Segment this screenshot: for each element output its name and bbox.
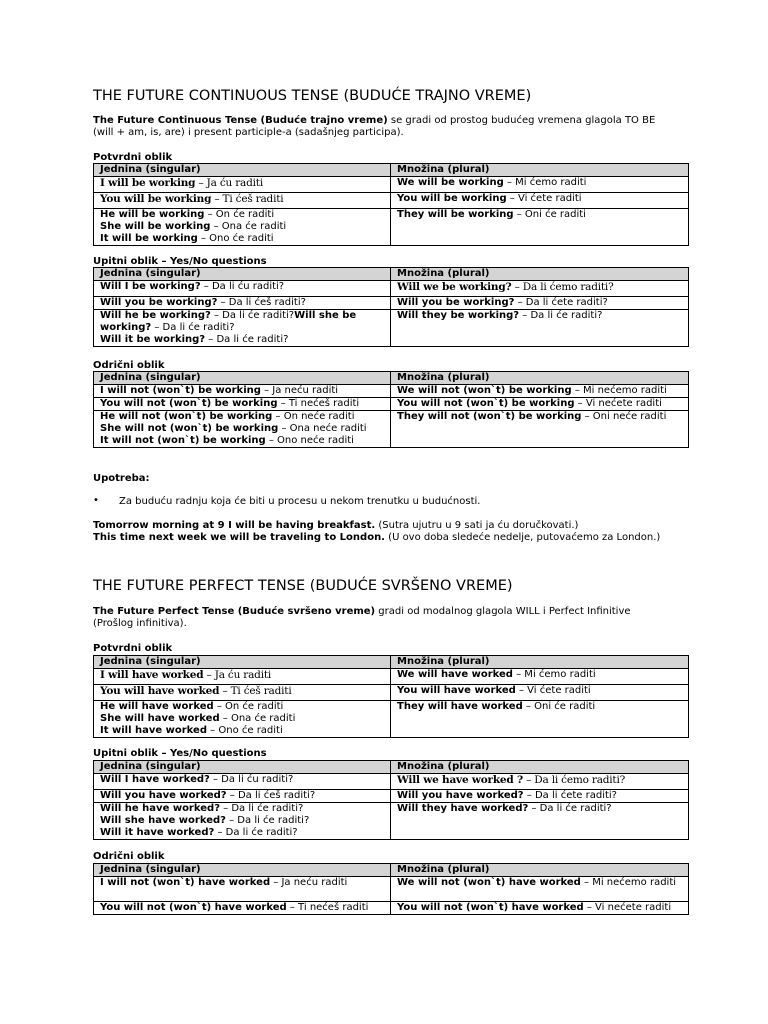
table-cell: We will be working – Mi ćemo raditi xyxy=(391,177,689,193)
section2-intro: The Future Perfect Tense (Buduće svršeno vreme) gradi od modalnog glagola WILL i Perfect Infinitive (Prošlog infinitiva). xyxy=(93,606,631,629)
table-cell: They will have worked – Oni će raditi xyxy=(391,701,689,738)
table-cell: You will not (won`t) have worked – Ti nećeš raditi xyxy=(94,902,391,915)
table-cell: Will I be working? – Da li ću raditi? xyxy=(94,281,391,297)
odricni-label: Odrični oblik xyxy=(93,851,165,862)
potvrdni-table xyxy=(93,655,689,738)
table-cell: You will not (won`t) be working – Ti nećeš raditi xyxy=(94,398,391,411)
upitni-table xyxy=(93,267,689,347)
col-singular: Jednina (singular) xyxy=(94,761,391,774)
table-cell: Will he have worked? – Da li će raditi? Will she have worked? – Da li će raditi? Will it have worked? – Da li će raditi? xyxy=(94,803,391,840)
table-cell: Will you be working? – Da li ćete raditi? xyxy=(391,297,689,310)
table-cell: We will not (won`t) be working – Mi nećemo raditi xyxy=(391,385,689,398)
section1-intro: The Future Continuous Tense (Buduće trajno vreme) se gradi od prostog budućeg vremena glagola TO BE (will + am, is, are) i present participle-a (sadašnjeg participa). xyxy=(93,115,656,138)
table-cell: I will have worked – Ja ću raditi xyxy=(94,669,391,685)
col-plural: Množina (plural) xyxy=(391,268,689,281)
table-cell: I will not (won`t) have worked – Ja neću raditi xyxy=(94,877,391,902)
example-1: Tomorrow morning at 9 I will be having breakfast. (Sutra ujutru u 9 sati ja ću doručkovati.) xyxy=(93,520,579,531)
col-plural: Množina (plural) xyxy=(391,164,689,177)
table-cell: Will we have worked ? – Da li ćemo raditi? xyxy=(391,774,689,790)
table-cell: You will not (won`t) be working – Vi nećete raditi xyxy=(391,398,689,411)
table-cell: Will they be working? – Da li će raditi? xyxy=(391,310,689,347)
upitni-label: Upitni oblik – Yes/No questions xyxy=(93,748,267,759)
odricni-label: Odrični oblik xyxy=(93,360,165,371)
table-cell: We will have worked – Mi ćemo raditi xyxy=(391,669,689,685)
potvrdni-label: Potvrdni oblik xyxy=(93,152,173,163)
table-cell: Will you be working? – Da li ćeš raditi? xyxy=(94,297,391,310)
table-cell: I will be working – Ja ću raditi xyxy=(94,177,391,193)
col-plural: Množina (plural) xyxy=(391,761,689,774)
col-singular: Jednina (singular) xyxy=(94,164,391,177)
table-cell: Will you have worked? – Da li ćete raditi? xyxy=(391,790,689,803)
table-cell: Will he be working? – Da li će raditi?Will she be working? – Da li će raditi? Will it be working? – Da li će raditi? xyxy=(94,310,391,347)
col-singular: Jednina (singular) xyxy=(94,656,391,669)
col-singular: Jednina (singular) xyxy=(94,372,391,385)
table-cell: Will they have worked? – Da li će raditi? xyxy=(391,803,689,840)
table-cell: He will not (won`t) be working – On neće raditi She will not (won`t) be working – Ona neće raditi It will not (won`t) be working – Ono neće raditi xyxy=(94,411,391,448)
table-cell: You will be working – Vi ćete raditi xyxy=(391,193,689,209)
col-singular: Jednina (singular) xyxy=(94,864,391,877)
potvrdni-table xyxy=(93,163,689,246)
potvrdni-label: Potvrdni oblik xyxy=(93,643,173,654)
table-cell: You will be working – Ti ćeš raditi xyxy=(94,193,391,209)
table-cell: You will not (won`t) have worked – Vi nećete raditi xyxy=(391,902,689,915)
table-cell: He will have worked – On će raditi She will have worked – Ona će raditi It will have worked – Ono će raditi xyxy=(94,701,391,738)
table-cell: They will be working – Oni će raditi xyxy=(391,209,689,246)
table-cell: You will have worked – Ti ćeš raditi xyxy=(94,685,391,701)
bullet-icon: • xyxy=(93,495,99,506)
odricni-table xyxy=(93,371,689,448)
section2-title: THE FUTURE PERFECT TENSE (BUDUĆE SVRŠENO VREME) xyxy=(93,578,513,594)
upitni-label: Upitni oblik – Yes/No questions xyxy=(93,256,267,267)
col-plural: Množina (plural) xyxy=(391,372,689,385)
col-singular: Jednina (singular) xyxy=(94,268,391,281)
odricni-table xyxy=(93,863,689,915)
table-cell: Will I have worked? – Da li ću raditi? xyxy=(94,774,391,790)
table-cell: You will have worked – Vi ćete raditi xyxy=(391,685,689,701)
col-plural: Množina (plural) xyxy=(391,864,689,877)
section1-title: THE FUTURE CONTINUOUS TENSE (BUDUĆE TRAJNO VREME) xyxy=(93,88,532,104)
table-cell: I will not (won`t) be working – Ja neću raditi xyxy=(94,385,391,398)
table-cell: Will you have worked? – Da li ćeš raditi? xyxy=(94,790,391,803)
table-cell: Will we be working? – Da li ćemo raditi? xyxy=(391,281,689,297)
col-plural: Množina (plural) xyxy=(391,656,689,669)
upotreba-label: Upotreba: xyxy=(93,473,150,484)
upitni-table xyxy=(93,760,689,840)
example-2: This time next week we will be traveling to London. (U ovo doba sledeće nedelje, putovaćemo za London.) xyxy=(93,532,661,543)
table-cell: They will not (won`t) be working – Oni neće raditi xyxy=(391,411,689,448)
table-cell: We will not (won`t) have worked – Mi nećemo raditi xyxy=(391,877,689,902)
table-cell: He will be working – On će raditi She will be working – Ona će raditi It will be working – Ono će raditi xyxy=(94,209,391,246)
